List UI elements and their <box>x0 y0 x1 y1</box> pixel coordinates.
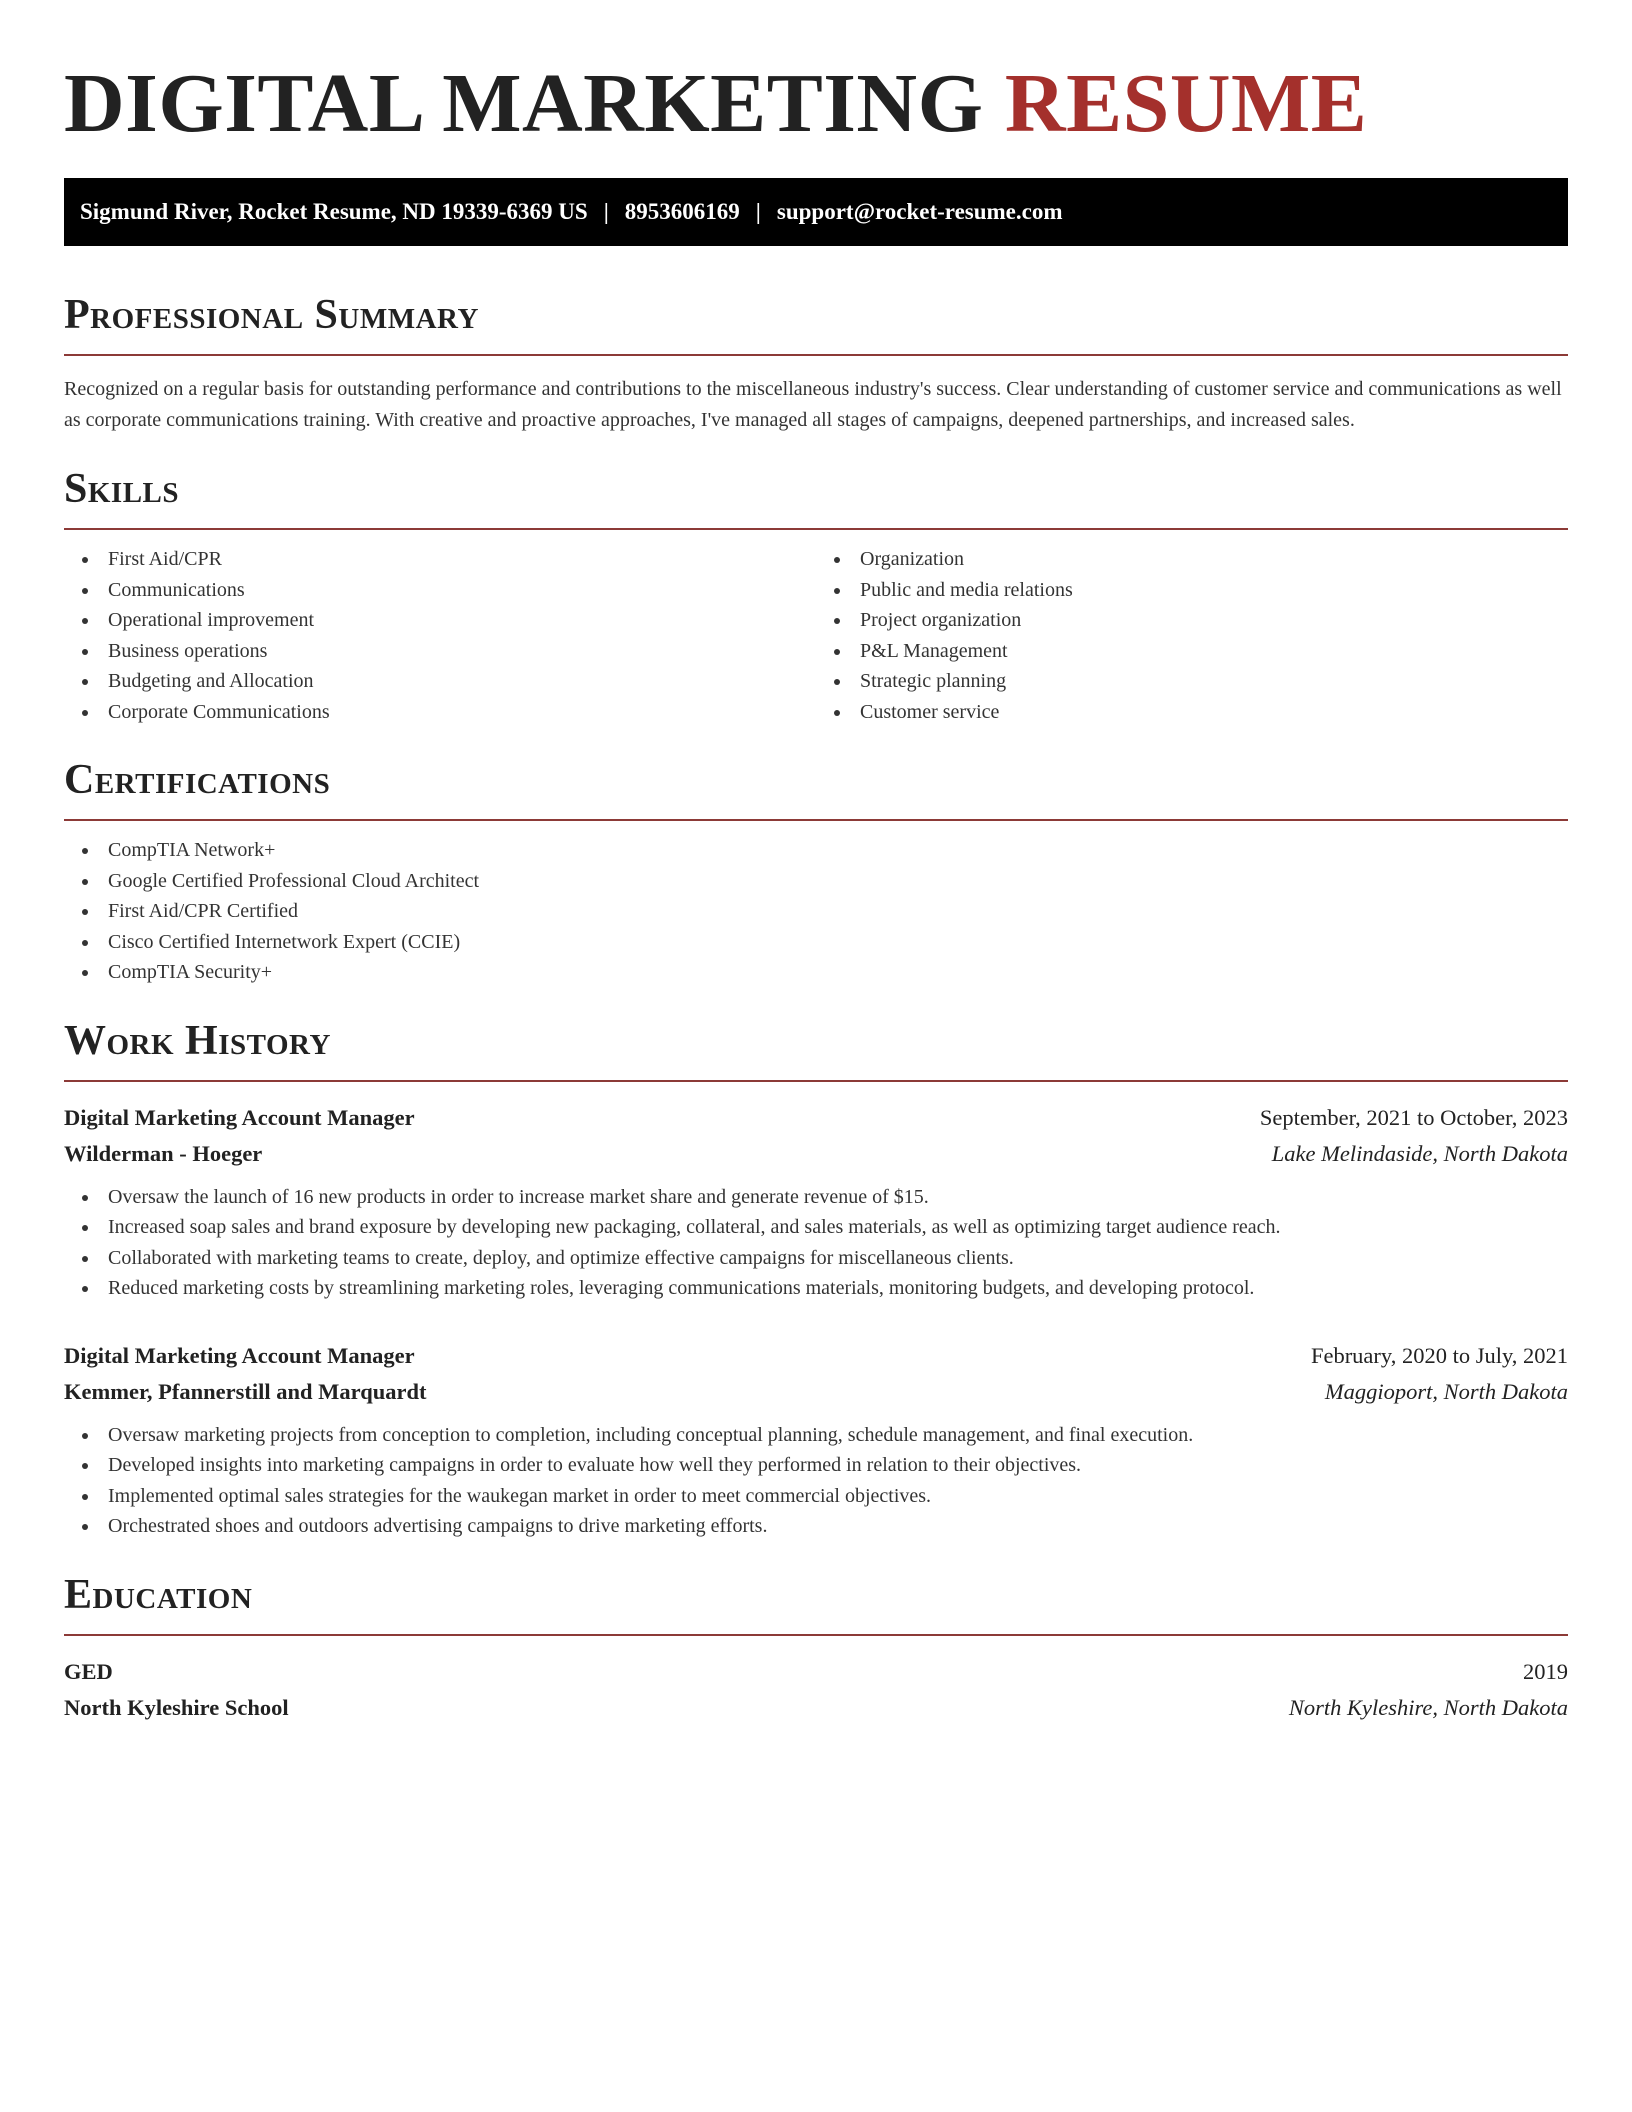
skills-column-left <box>64 530 816 727</box>
skills-column-right <box>816 530 1568 727</box>
skill-item: Strategic planning <box>816 666 1568 697</box>
job-title: Digital Marketing Account Manager <box>64 1104 415 1130</box>
education-header-row <box>64 1654 1568 1690</box>
section-heading: Skills <box>64 466 180 512</box>
job-entry <box>64 1338 1568 1542</box>
job-duty-item: Collaborated with marketing teams to create, deploy, and optimize effective campaigns for miscellaneous clients. <box>64 1243 1568 1274</box>
education-year: 2019 <box>1523 1658 1568 1684</box>
job-duty-item: Increased soap sales and brand exposure by developing new packaging, collateral, and sales materials, as well as optimizing target audience reach. <box>64 1212 1568 1243</box>
section-divider <box>64 354 1568 356</box>
job-duty-item: Orchestrated shoes and outdoors advertising campaigns to drive marketing efforts. <box>64 1511 1568 1542</box>
section-heading: Work History <box>64 1017 331 1064</box>
summary-text: Recognized on a regular basis for outstanding performance and contributions to the miscellaneous industry's success. Clear understanding of customer service and communications as well as corporate communications training. With creative and proactive approaches, I've managed all stages of campaigns, deepened partnerships, and increased sales. <box>64 378 1562 431</box>
skill-item: Customer service <box>816 697 1568 728</box>
contact-address: Sigmund River, Rocket Resume, ND 19339-6369 US <box>80 199 588 224</box>
skill-item: Communications <box>64 575 816 606</box>
contact-separator: | <box>603 199 609 224</box>
job-header-row <box>64 1100 1568 1136</box>
resume-title <box>64 56 1568 152</box>
job-company: Kemmer, Pfannerstill and Marquardt <box>64 1378 427 1404</box>
education-location: North Kyleshire, North Dakota <box>1288 1694 1568 1720</box>
certifications-section <box>64 755 1568 988</box>
section-heading: Education <box>64 1571 253 1618</box>
education-entry <box>64 1654 1568 1726</box>
education-section <box>64 1570 1568 1726</box>
job-duty-item: Oversaw the launch of 16 new products in order to increase market share and generate revenue of $15. <box>64 1182 1568 1213</box>
job-duty-item: Developed insights into marketing campaigns in order to evaluate how well they performed in relation to their objectives. <box>64 1450 1568 1481</box>
certification-item: Cisco Certified Internetwork Expert (CCIE) <box>64 927 1568 958</box>
skill-item: Operational improvement <box>64 605 816 636</box>
education-school-row <box>64 1690 1568 1726</box>
job-header-row <box>64 1338 1568 1374</box>
skills-section <box>64 464 1568 727</box>
skill-item: Organization <box>816 544 1568 575</box>
skill-item: Public and media relations <box>816 575 1568 606</box>
skill-item: Project organization <box>816 605 1568 636</box>
skills-grid <box>64 530 1568 727</box>
work-history-section <box>64 1016 1568 1542</box>
skill-item: Corporate Communications <box>64 697 816 728</box>
certification-item: Google Certified Professional Cloud Architect <box>64 866 1568 897</box>
title-accent: RESUME <box>1004 57 1368 150</box>
summary-section <box>64 290 1568 436</box>
contact-bar <box>64 178 1568 246</box>
certification-item: First Aid/CPR Certified <box>64 896 1568 927</box>
contact-separator: | <box>755 199 761 224</box>
job-duty-item: Implemented optimal sales strategies for the waukegan market in order to meet commercial objectives. <box>64 1481 1568 1512</box>
education-school: North Kyleshire School <box>64 1694 289 1720</box>
job-company: Wilderman - Hoeger <box>64 1140 263 1166</box>
job-dates: September, 2021 to October, 2023 <box>1259 1104 1568 1130</box>
job-title: Digital Marketing Account Manager <box>64 1342 415 1368</box>
job-company-row <box>64 1374 1568 1410</box>
skill-item: First Aid/CPR <box>64 544 816 575</box>
section-divider <box>64 1634 1568 1636</box>
job-company-row <box>64 1136 1568 1172</box>
section-divider <box>64 819 1568 821</box>
job-dates: February, 2020 to July, 2021 <box>1310 1342 1568 1368</box>
job-location: Maggioport, North Dakota <box>1324 1378 1568 1404</box>
certifications-list <box>64 835 1568 988</box>
education-degree: GED <box>64 1658 113 1684</box>
contact-email: support@rocket-resume.com <box>776 199 1063 224</box>
section-heading: Professional Summary <box>64 292 479 338</box>
skills-list-right <box>816 544 1568 727</box>
certification-item: CompTIA Network+ <box>64 835 1568 866</box>
skills-list-left <box>64 544 816 727</box>
job-duty-item: Reduced marketing costs by streamlining marketing roles, leveraging communications materials, monitoring budgets, and developing protocol. <box>64 1273 1568 1304</box>
job-duty-item: Oversaw marketing projects from conception to completion, including conceptual planning, schedule management, and final execution. <box>64 1420 1568 1451</box>
title-main: DIGITAL MARKETING <box>64 57 984 150</box>
skill-item: Budgeting and Allocation <box>64 666 816 697</box>
section-heading: Certifications <box>64 757 331 803</box>
job-duties-list <box>64 1420 1568 1542</box>
skill-item: P&L Management <box>816 636 1568 667</box>
job-location: Lake Melindaside, North Dakota <box>1271 1140 1568 1166</box>
section-divider <box>64 1080 1568 1082</box>
certification-item: CompTIA Security+ <box>64 957 1568 988</box>
skill-item: Business operations <box>64 636 816 667</box>
job-duties-list <box>64 1182 1568 1304</box>
job-entry <box>64 1100 1568 1304</box>
contact-phone: 8953606169 <box>624 199 740 224</box>
